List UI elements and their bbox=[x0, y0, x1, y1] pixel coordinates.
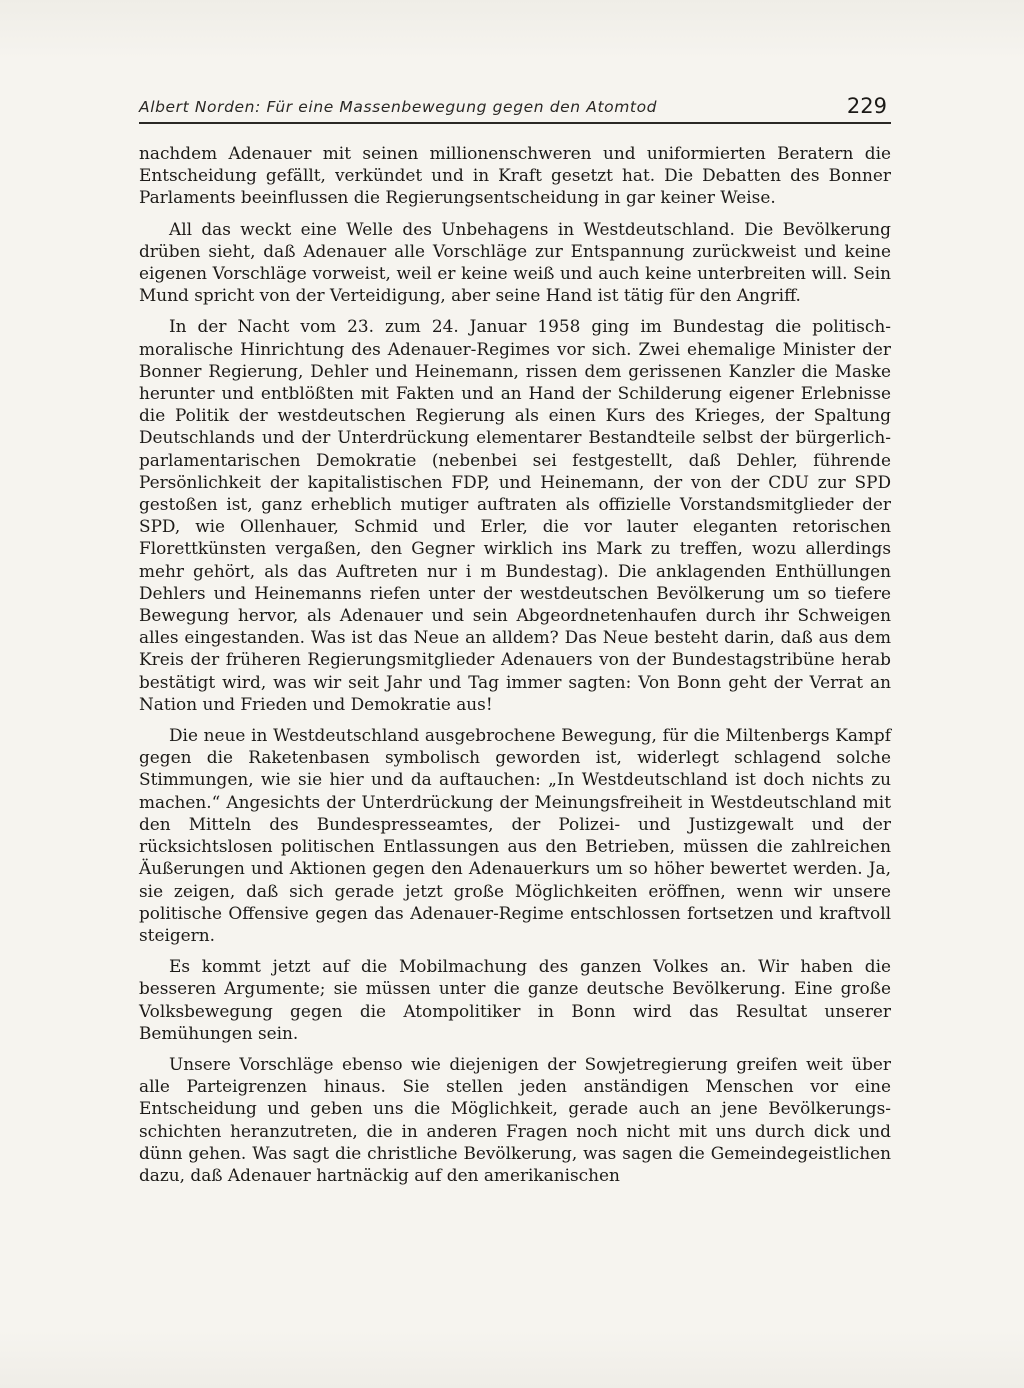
paragraph: Es kommt jetzt auf die Mobilmachung des ganzen Volkes an. Wir haben die besseren Argumente; sie müssen unter die ganze deutsche Bevölkerung. Eine große Volksbewegung gegen die Atompolitiker in Bonn wird das Resultat unserer Bemühungen sein. bbox=[139, 956, 891, 1043]
paragraph: Unsere Vorschläge ebenso wie diejenigen der Sowjetregierung greifen weit über alle Parteigrenzen hinaus. Sie stellen jeden anständigen Menschen vor eine Entscheidung und geben uns die Möglichkeit, gerade auch an jene Bevölkerungsschichten heranzutreten, die in anderen Fragen noch nicht mit uns durch dick und dünn gehen. Was sagt die christliche Bevölkerung, was sagen die Gemeindegeistlichen dazu, daß Adenauer hartnäckig auf den amerikanischen bbox=[139, 1053, 891, 1185]
paragraph: Die neue in Westdeutschland ausgebrochene Bewegung, für die Miltenbergs Kampf gegen die Raketenbasen symbolisch geworden ist, widerlegt schlagend solche Stimmungen, wie sie hier und da auftauchen: „In Westdeutschland ist doch nichts zu machen.“ Angesichts der Unterdrückung der Meinungsfreiheit in Westdeutschland mit den Mitteln des Bundespresseamtes, der Polizei- und Justizgewalt und der rücksichtslosen politischen Entlassungen aus den Betrieben, müssen die zahlreichen Äußerungen und Aktionen gegen den Adenauerkurs um so höher bewertet werden. Ja, sie zeigen, daß sich gerade jetzt große Möglichkeiten eröffnen, wenn wir unsere politische Offensive gegen das Adenauer-Regime entschlossen fortsetzen und kraftvoll steigern. bbox=[139, 725, 891, 945]
running-title: Albert Norden: Für eine Massenbewegung gegen den Atomtod bbox=[139, 98, 658, 116]
page-number: 229 bbox=[846, 94, 887, 118]
running-header bbox=[139, 88, 891, 124]
body-text bbox=[139, 142, 891, 1195]
paragraph: nachdem Adenauer mit seinen millionenschweren und uniformierten Beratern die Entscheidung gefällt, verkündet und in Kraft gesetzt hat. Die Debatten des Bonner Parlaments beeinflussen die Regierungsentscheidung in gar keiner Weise. bbox=[139, 143, 891, 208]
paragraph: All das weckt eine Welle des Unbehagens in Westdeutschland. Die Bevölkerung drüben sieht, daß Adenauer alle Vorschläge zur Entspannung zurückweist und keine eigenen Vorschläge vorweist, weil er keine weiß und auch keine unterbreiten will. Sein Mund spricht von der Verteidigung, aber seine Hand ist tätig für den Angriff. bbox=[139, 218, 891, 306]
paragraph: In der Nacht vom 23. zum 24. Januar 1958 ging im Bundestag die politischmoralische Hinrichtung des Adenauer-Regimes vor sich. Zwei ehemalige Minister der Bonner Regierung, Dehler und Heinemann, rissen dem gerissenen Kanzler die Maske herunter und entblößten mit Fakten und an Hand der Schilderung eigener Erlebnisse die Politik der westdeutschen Regierung als einen Kurs des Krieges, der Spaltung Deutschlands und der Unterdrückung elementarer Bestandteile selbst der bürgerlich-parlamentarischen Demokratie (nebenbei sei festgestellt, daß Dehler, führende Persönlichkeit der kapitalistischen FDP, und Heinemann, der von der CDU zur SPD gestoßen ist, ganz erheblich mutiger auftraten als offizielle Vorstandsmitglieder der SPD, wie Ollenhauer, Schmid und Erler, die vor lauter eleganten retorischen Florettkünsten vergaßen, den Gegner wirklich ins Mark zu treffen, wozu allerdings mehr gehört, als das Auftreten nur i m Bundestag). Die anklagenden Enthüllungen Dehlers und Heinemanns riefen unter der westdeutschen Bevölkerung um so tiefere Bewegung hervor, als Adenauer und sein Abgeordnetenhaufen durch ihr Schweigen alles eingestanden. Was ist das Neue an alldem? Das Neue besteht darin, daß aus dem Kreis der früheren Regierungsmitglieder Adenauers von der Bundestagstribüne herab bestätigt wird, was wir seit Jahr und Tag immer sagten: Von Bonn geht der Verrat an Nation und Frieden und Demokratie aus! bbox=[139, 316, 891, 714]
